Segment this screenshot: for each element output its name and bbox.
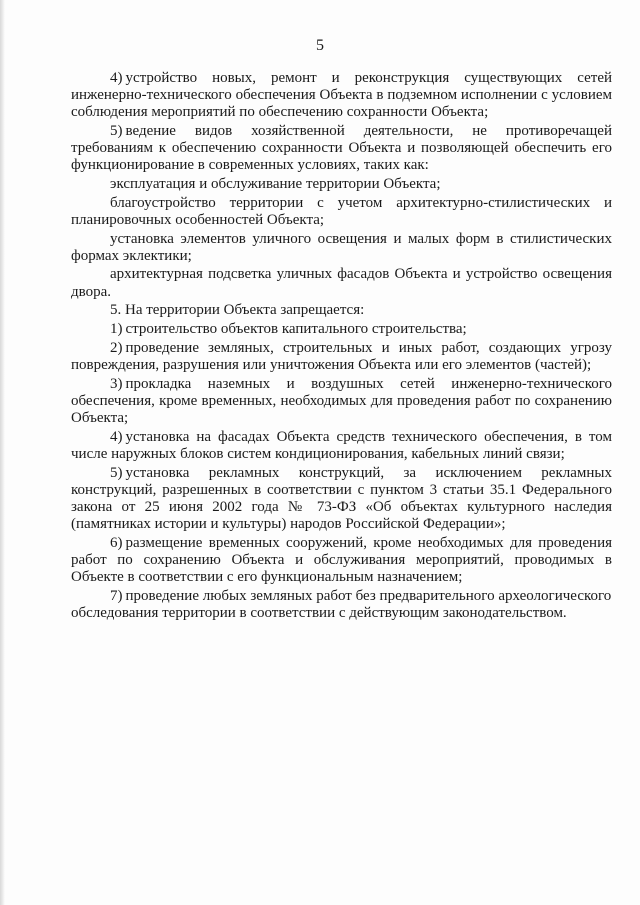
paragraph-text: установка элементов уличного освещения и малых форм в стилистических формах эклектики; bbox=[71, 230, 612, 264]
paragraph bbox=[71, 429, 612, 463]
item-number: 5) bbox=[110, 122, 123, 139]
paragraph-text: прокладка наземных и воздушных сетей инженерно-технического обеспечения, кроме временных, необходимых для проведения работ по сохранению Объекта; bbox=[71, 375, 612, 426]
paragraph-text: установка рекламных конструкций, за исключением рекламных конструкций, разрешенных в соответствии с пунктом 3 статьи 35.1 Федерального закона от 25 июня 2002 года № 73-ФЗ «Об объектах культурного наследия (памятниках истории и культуры) народов Российской Федерации»; bbox=[71, 464, 612, 532]
paragraph-text: проведение земляных, строительных и иных работ, создающих угрозу повреждения, разрушения или уничтожения Объекта или его элементов (частей); bbox=[71, 339, 612, 373]
paragraph-text: строительство объектов капитального строительства; bbox=[125, 321, 467, 338]
item-number: 2) bbox=[110, 339, 123, 356]
item-number: 6) bbox=[110, 534, 123, 551]
paragraph bbox=[71, 340, 612, 374]
section-heading bbox=[71, 302, 612, 319]
document-body bbox=[71, 70, 612, 624]
paragraph-text: размещение временных сооружений, кроме необходимых для проведения работ по сохранению Объекта и обслуживания мероприятий, проводимых в Объекте в соответствии с его функциональным назначением; bbox=[71, 534, 612, 585]
item-number: 1) bbox=[110, 321, 123, 338]
paragraph-text: устройство новых, ремонт и реконструкция существующих сетей инженерно-технического обеспечения Объекта в подземном исполнении с условием соблюдения мероприятий по обеспечению сохранности Объекта; bbox=[71, 70, 612, 121]
paragraph-text: архитектурная подсветка уличных фасадов Объекта и устройство освещения двора. bbox=[71, 266, 612, 300]
paragraph bbox=[71, 195, 612, 229]
paragraph bbox=[71, 176, 612, 193]
paragraph bbox=[71, 588, 612, 622]
scan-edge bbox=[0, 0, 5, 905]
paragraph bbox=[71, 321, 612, 338]
paragraph bbox=[71, 376, 612, 427]
paragraph-text: 5. На территории Объекта запрещается: bbox=[110, 302, 365, 319]
paragraph bbox=[71, 231, 612, 265]
paragraph bbox=[71, 70, 612, 121]
paragraph bbox=[71, 123, 612, 174]
paragraph-text: эксплуатация и обслуживание территории Объекта; bbox=[110, 175, 441, 192]
paragraph-text: ведение видов хозяйственной деятельности, не противоречащей требованиям к обеспечению сохранности Объекта и позволяющей обеспечить его функционирование в современных условиях, таких как: bbox=[71, 122, 612, 174]
paragraph bbox=[71, 465, 612, 533]
paragraph bbox=[71, 266, 612, 300]
item-number: 3) bbox=[110, 375, 123, 392]
item-number: 4) bbox=[110, 428, 123, 445]
item-number: 7) bbox=[110, 587, 123, 604]
paragraph-text: проведение любых земляных работ без предварительного археологического обследования территории в соответствии с действующим законодательством. bbox=[71, 587, 612, 621]
page-number: 5 bbox=[316, 37, 324, 54]
item-number: 4) bbox=[110, 70, 123, 86]
paragraph-text: благоустройство территории с учетом архитектурно-стилистических и планировочных особенностей Объекта; bbox=[71, 194, 612, 228]
paragraph bbox=[71, 535, 612, 586]
item-number: 5) bbox=[110, 464, 123, 481]
paragraph-text: установка на фасадах Объекта средств технического обеспечения, в том числе наружных блоков систем кондиционирования, кабельных линий связи; bbox=[71, 428, 612, 462]
